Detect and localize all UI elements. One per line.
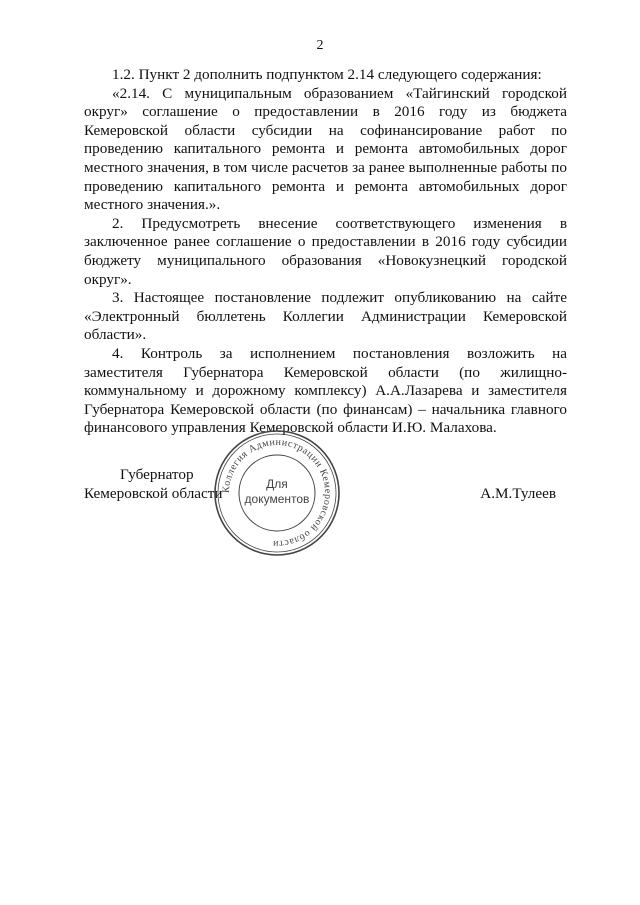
paragraph-2: 2. Предусмотреть внесение соответствующего изменения в заключенное ранее соглашение о предоставлении в 2016 году субсидии бюджету муниципального образования «Новокузнецкий городской округ». xyxy=(84,214,567,288)
paragraph-4: 4. Контроль за исполнением постановления возложить на заместителя Губернатора Кемеровской области (по жилищно-коммунальному и дорожному комплексу) А.А.Лазарева и заместителя Губернатора Кемеровской области (по финансам) – начальника главного финансового управления Кемеровской области И.Ю. Малахова. xyxy=(84,344,567,437)
paragraph-3: 3. Настоящее постановление подлежит опубликованию на сайте «Электронный бюллетень Коллегии Администрации Кемеровской области». xyxy=(84,289,567,344)
paragraph-1-2: 1.2. Пункт 2 дополнить подпунктом 2.14 следующего содержания: xyxy=(112,66,542,83)
official-seal-stamp xyxy=(212,428,342,558)
signature-name: А.М.Тулеев xyxy=(480,485,556,502)
document-body xyxy=(84,66,567,438)
page-number: 2 xyxy=(316,38,324,53)
seal-center-line2: документов xyxy=(244,492,310,506)
signature-org: Кемеровской области xyxy=(84,485,223,502)
signature-title: Губернатор xyxy=(120,466,194,483)
seal-center-line1: Для xyxy=(266,477,288,491)
paragraph-2-14: «2.14. С муниципальным образованием «Тайгинский городской округ» соглашение о предоставлении в 2016 году из бюджета Кемеровской области субсидии на софинансирование работ по проведению капитального ремонта и ремонта автомобильных дорог местного значения, в том числе расчетов за ранее выполненные работы по проведению капитального ремонта и ремонта автомобильных дорог местного значения.». xyxy=(84,84,567,214)
seal-ring-text: Коллегия Администрации Кемеровской области xyxy=(220,436,334,550)
